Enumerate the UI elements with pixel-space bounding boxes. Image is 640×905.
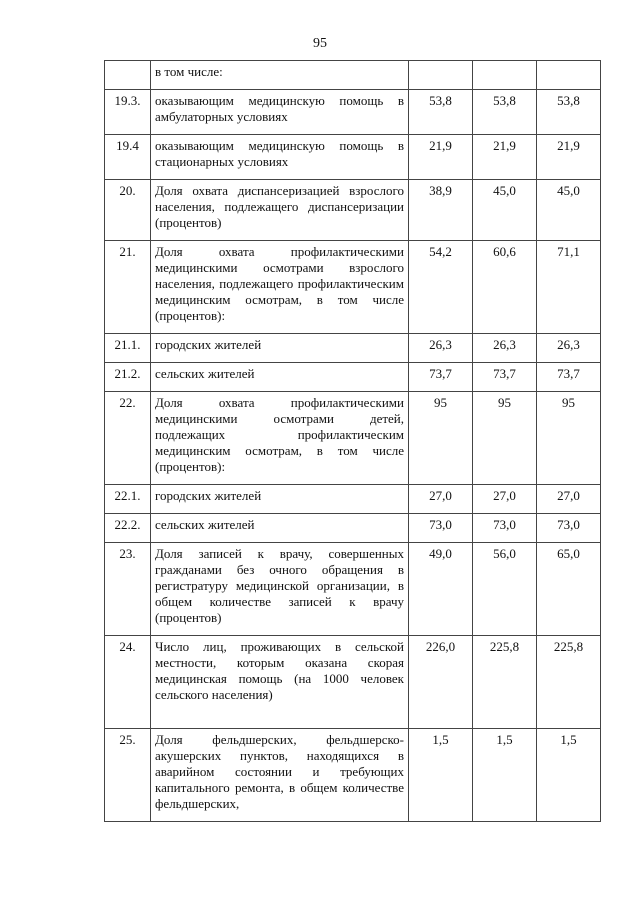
value-cell: 73,0 (537, 514, 601, 543)
indicator-text: оказывающим медицинскую помощь в амбулаторных условиях (151, 90, 409, 135)
page-number: 95 (313, 36, 327, 51)
table-row (105, 363, 601, 392)
row-number: 20. (105, 180, 151, 241)
table-row (105, 636, 601, 729)
indicator-text: Доля охвата профилактическими медицинскими осмотрами детей, подлежащих профилактическим медицинским осмотрам, в том числе (процентов): (151, 392, 409, 485)
table-row (105, 61, 601, 90)
row-number: 19.3. (105, 90, 151, 135)
value-cell: 21,9 (409, 135, 473, 180)
table-row (105, 729, 601, 822)
value-cell: 26,3 (409, 334, 473, 363)
row-number: 24. (105, 636, 151, 729)
row-number: 23. (105, 543, 151, 636)
value-cell: 53,8 (537, 90, 601, 135)
value-cell: 95 (537, 392, 601, 485)
value-cell: 53,8 (473, 90, 537, 135)
value-cell: 45,0 (473, 180, 537, 241)
table-row (105, 334, 601, 363)
value-cell (409, 61, 473, 90)
row-number: 22.1. (105, 485, 151, 514)
value-cell: 49,0 (409, 543, 473, 636)
value-cell: 73,7 (473, 363, 537, 392)
indicator-text: городских жителей (151, 485, 409, 514)
value-cell: 73,0 (409, 514, 473, 543)
row-number: 21.2. (105, 363, 151, 392)
value-cell: 1,5 (409, 729, 473, 822)
value-cell: 45,0 (537, 180, 601, 241)
value-cell: 21,9 (473, 135, 537, 180)
value-cell: 65,0 (537, 543, 601, 636)
row-number: 22. (105, 392, 151, 485)
value-cell: 95 (409, 392, 473, 485)
value-cell: 26,3 (473, 334, 537, 363)
value-cell: 225,8 (537, 636, 601, 729)
value-cell: 54,2 (409, 241, 473, 334)
indicator-text: Доля записей к врачу, совершенных гражданами без очного обращения в регистратуру медицинской организации, в общем количестве записей к врачу (процентов) (151, 543, 409, 636)
value-cell: 21,9 (537, 135, 601, 180)
table-row (105, 485, 601, 514)
table-row (105, 135, 601, 180)
indicator-text: в том числе: (151, 61, 409, 90)
value-cell (537, 61, 601, 90)
value-cell: 27,0 (409, 485, 473, 514)
indicator-text: Доля фельдшерских, фельдшерско-акушерских пунктов, находящихся в аварийном состоянии и требующих капитального ремонта, в общем количестве фельдшерских, (151, 729, 409, 822)
indicator-text: сельских жителей (151, 363, 409, 392)
table-row (105, 180, 601, 241)
value-cell: 73,7 (537, 363, 601, 392)
value-cell: 53,8 (409, 90, 473, 135)
row-number: 21. (105, 241, 151, 334)
table-row (105, 392, 601, 485)
value-cell: 27,0 (473, 485, 537, 514)
row-number: 19.4 (105, 135, 151, 180)
value-cell: 1,5 (473, 729, 537, 822)
indicator-text: оказывающим медицинскую помощь в стационарных условиях (151, 135, 409, 180)
value-cell: 73,0 (473, 514, 537, 543)
row-number (105, 61, 151, 90)
indicator-text: Число лиц, проживающих в сельской местности, которым оказана скорая медицинская помощь (на 1000 человек сельского населения) (151, 636, 409, 729)
value-cell: 226,0 (409, 636, 473, 729)
row-number: 25. (105, 729, 151, 822)
value-cell: 38,9 (409, 180, 473, 241)
value-cell: 71,1 (537, 241, 601, 334)
indicators-table (104, 60, 601, 822)
value-cell: 225,8 (473, 636, 537, 729)
value-cell: 56,0 (473, 543, 537, 636)
value-cell: 73,7 (409, 363, 473, 392)
table-row (105, 514, 601, 543)
table-row (105, 241, 601, 334)
value-cell: 27,0 (537, 485, 601, 514)
table-row (105, 543, 601, 636)
value-cell: 60,6 (473, 241, 537, 334)
row-number: 21.1. (105, 334, 151, 363)
value-cell: 95 (473, 392, 537, 485)
value-cell (473, 61, 537, 90)
indicator-text: городских жителей (151, 334, 409, 363)
value-cell: 26,3 (537, 334, 601, 363)
indicator-text: Доля охвата диспансеризацией взрослого населения, подлежащего диспансеризации (процентов) (151, 180, 409, 241)
indicator-text: Доля охвата профилактическими медицинскими осмотрами взрослого населения, подлежащего профилактическим медицинским осмотрам, в том числе (процентов): (151, 241, 409, 334)
row-number: 22.2. (105, 514, 151, 543)
table-row (105, 90, 601, 135)
value-cell: 1,5 (537, 729, 601, 822)
indicator-text: сельских жителей (151, 514, 409, 543)
